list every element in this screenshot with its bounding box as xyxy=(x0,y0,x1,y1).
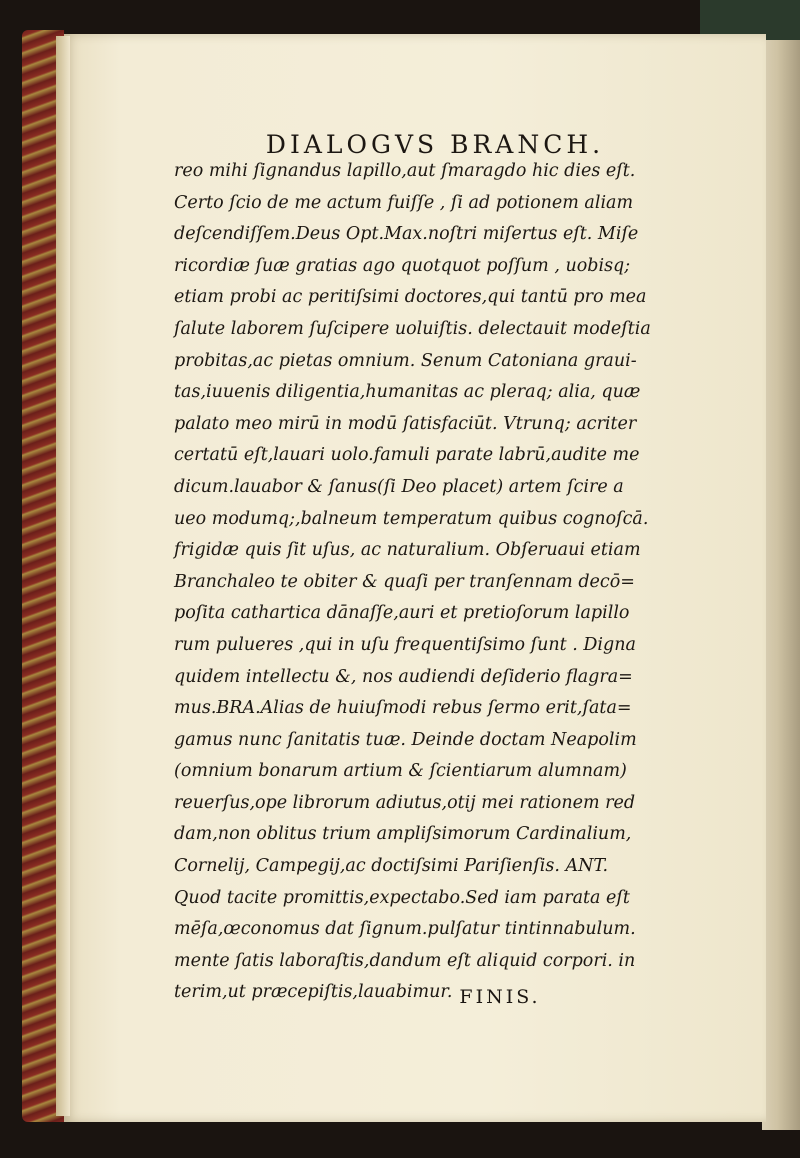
page-gutter xyxy=(56,36,70,1116)
text-line: rum pulueres ,qui in uſu frequentiſsimo ſunt . Digna xyxy=(174,634,636,655)
text-line: Quod tacite promittis,expectabo.Sed iam parata eſt xyxy=(174,887,630,908)
text-line: ſalute laborem ſuſcipere uoluiſtis. delectauit modeſtia xyxy=(174,318,651,339)
text-line: quidem intellectu &, nos audiendi deſiderio flagra= xyxy=(174,666,633,687)
text-line: dicum.lauabor & ſanus(ſi Deo placet) artem ſcire a xyxy=(174,476,624,497)
text-line: etiam probi ac peritiſsimi doctores,qui tantū pro mea xyxy=(174,287,647,308)
finis-colophon: FINIS. xyxy=(459,986,541,1008)
text-line: mente ſatis laboraſtis,dandum eſt aliquid corpori. in xyxy=(174,950,636,971)
facing-page-edge xyxy=(762,40,800,1130)
text-line: mēſa,œconomus dat ſignum.pulſatur tintinnabulum. xyxy=(174,919,636,940)
text-line: (omnium bonarum artium & ſcientiarum alumnam) xyxy=(174,761,627,782)
body-text xyxy=(174,156,734,1009)
running-header: DIALOGVS BRANCH. xyxy=(265,130,605,159)
text-line: reuerſus,ope librorum adiutus,otij mei rationem red xyxy=(174,792,636,813)
text-line: ueo modumq;,balneum temperatum quibus cognoſcā. xyxy=(174,508,649,529)
text-line: palato meo mirū in modū ſatisfaciūt. Vtrunq; acriter xyxy=(174,413,637,434)
text-line: Branchaleo te obiter & quaſi per tranſennam decō= xyxy=(174,571,635,592)
text-line: ricordiæ ſuæ gratias ago quotquot poſſum , uobisq; xyxy=(174,255,631,276)
text-line: reo mihi ſignandus lapillo,aut ſmaragdo hic dies eſt. xyxy=(174,161,636,181)
text-line: terim,ut præcepiſtis,lauabimur. xyxy=(174,982,453,1003)
text-line: poſita cathartica dānaſſe,auri et pretioſorum lapillo xyxy=(174,603,630,624)
text-line: deſcendiſſem.Deus Opt.Max.noſtri miſertus eſt. Miſe xyxy=(174,224,639,245)
text-line: dam,non oblitus trium ampliſsimorum Cardinalium, xyxy=(174,824,632,845)
text-line: gamus nunc ſanitatis tuæ. Deinde doctam Neapolim xyxy=(174,729,637,750)
text-line: probitas,ac pietas omnium. Senum Catoniana graui- xyxy=(174,350,637,371)
text-line: certatū eſt,lauari uolo.famuli parate labrū,audite me xyxy=(174,445,640,466)
text-line: tas,iuuenis diligentia,humanitas ac pleraq; alia, quæ xyxy=(174,382,641,403)
text-line: Cornelij, Campegij,ac doctiſsimi Pariſienſis. ANT. xyxy=(174,856,609,877)
text-line: frigidæ quis ſit uſus, ac naturalium. Obſeruaui etiam xyxy=(174,540,641,561)
text-line: mus.BRA.Alias de huiuſmodi rebus ſermo erit,ſata= xyxy=(174,698,632,719)
text-line: Certo ſcio de me actum fuiſſe , ſi ad potionem aliam xyxy=(174,192,634,213)
